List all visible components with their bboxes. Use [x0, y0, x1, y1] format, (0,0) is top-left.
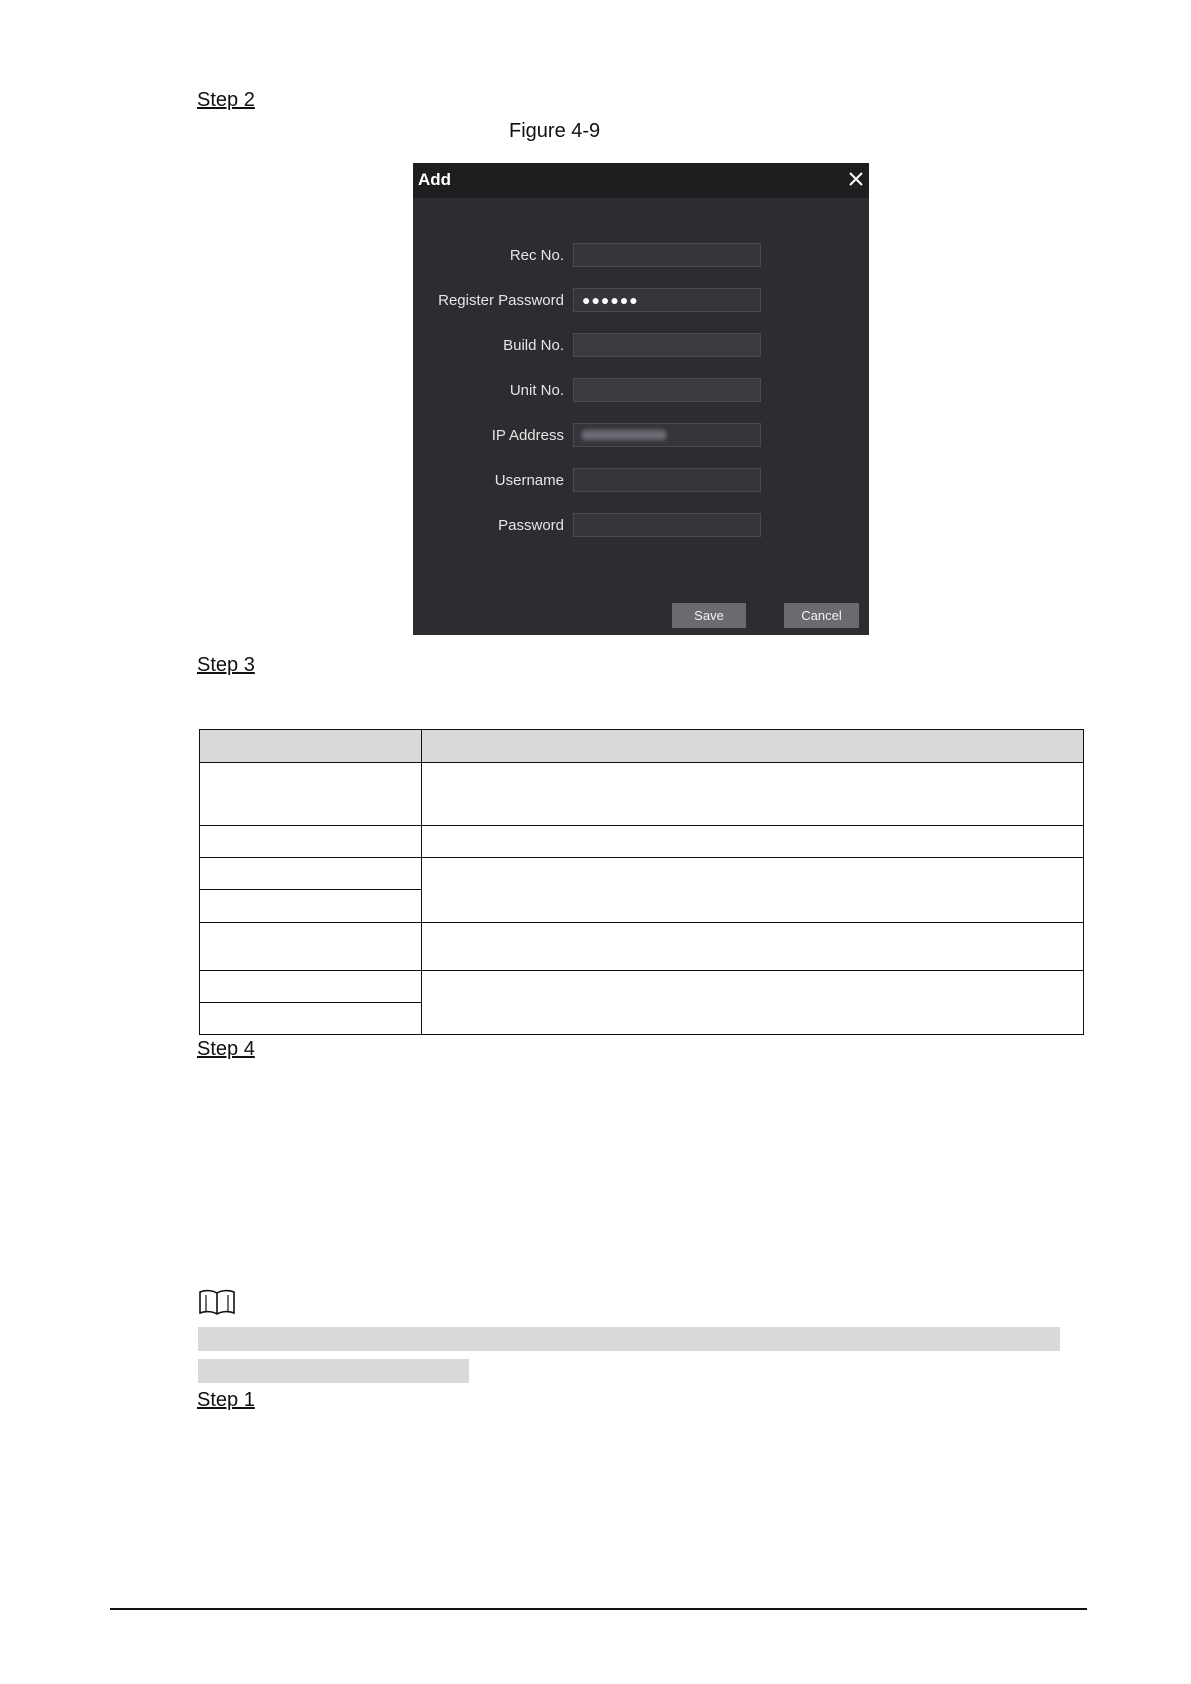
table-cell — [200, 890, 422, 923]
table-row — [200, 971, 1084, 1003]
unit-no-label: Unit No. — [509, 382, 564, 399]
password-input[interactable] — [573, 513, 761, 537]
password-label: Password — [498, 517, 564, 534]
save-button[interactable]: Save — [672, 603, 746, 628]
step-3-label: Step 3 — [197, 654, 255, 676]
table-cell — [422, 923, 1084, 971]
cancel-button[interactable]: Cancel — [784, 603, 859, 628]
table-header-cell — [200, 730, 422, 763]
table-cell — [422, 826, 1084, 858]
redacted-ip-value — [582, 430, 666, 440]
unit-no-input[interactable] — [573, 378, 761, 402]
build-no-label: Build No. — [503, 337, 564, 354]
step-2-label: Step 2 — [197, 89, 255, 111]
add-dialog — [413, 163, 869, 635]
table-row — [200, 923, 1084, 971]
note-book-icon — [198, 1288, 236, 1322]
table-cell — [200, 923, 422, 971]
table-cell — [422, 971, 1084, 1035]
dialog-title: Add — [418, 170, 452, 189]
register-password-label: Register Password — [438, 292, 564, 309]
ip-address-input[interactable] — [573, 423, 761, 447]
table-cell — [422, 858, 1084, 923]
table-row — [200, 858, 1084, 890]
dialog-header — [413, 163, 869, 198]
figure-caption: Figure 4-9 — [509, 120, 601, 142]
close-icon[interactable] — [845, 167, 867, 191]
rec-no-label: Rec No. — [509, 247, 564, 264]
register-password-input[interactable]: ●●●●●● — [573, 288, 761, 312]
rec-no-input[interactable] — [573, 243, 761, 267]
build-no-input[interactable] — [573, 333, 761, 357]
step-4-label: Step 4 — [197, 1038, 255, 1060]
table-cell — [200, 763, 422, 826]
parameter-table — [199, 729, 1084, 1035]
table-row — [200, 763, 1084, 826]
username-input[interactable] — [573, 468, 761, 492]
table-cell — [200, 1003, 422, 1035]
redacted-note-line — [198, 1327, 1060, 1351]
table-header-cell — [422, 730, 1084, 763]
ip-address-label: IP Address — [491, 427, 564, 444]
table-cell — [422, 763, 1084, 826]
redacted-note-line — [198, 1359, 469, 1383]
table-header-row — [200, 730, 1084, 763]
username-label: Username — [494, 472, 564, 489]
table-row — [200, 826, 1084, 858]
table-cell — [200, 826, 422, 858]
table-cell — [200, 858, 422, 890]
step-1-label: Step 1 — [197, 1389, 255, 1411]
footer-divider — [110, 1608, 1087, 1610]
table-cell — [200, 971, 422, 1003]
